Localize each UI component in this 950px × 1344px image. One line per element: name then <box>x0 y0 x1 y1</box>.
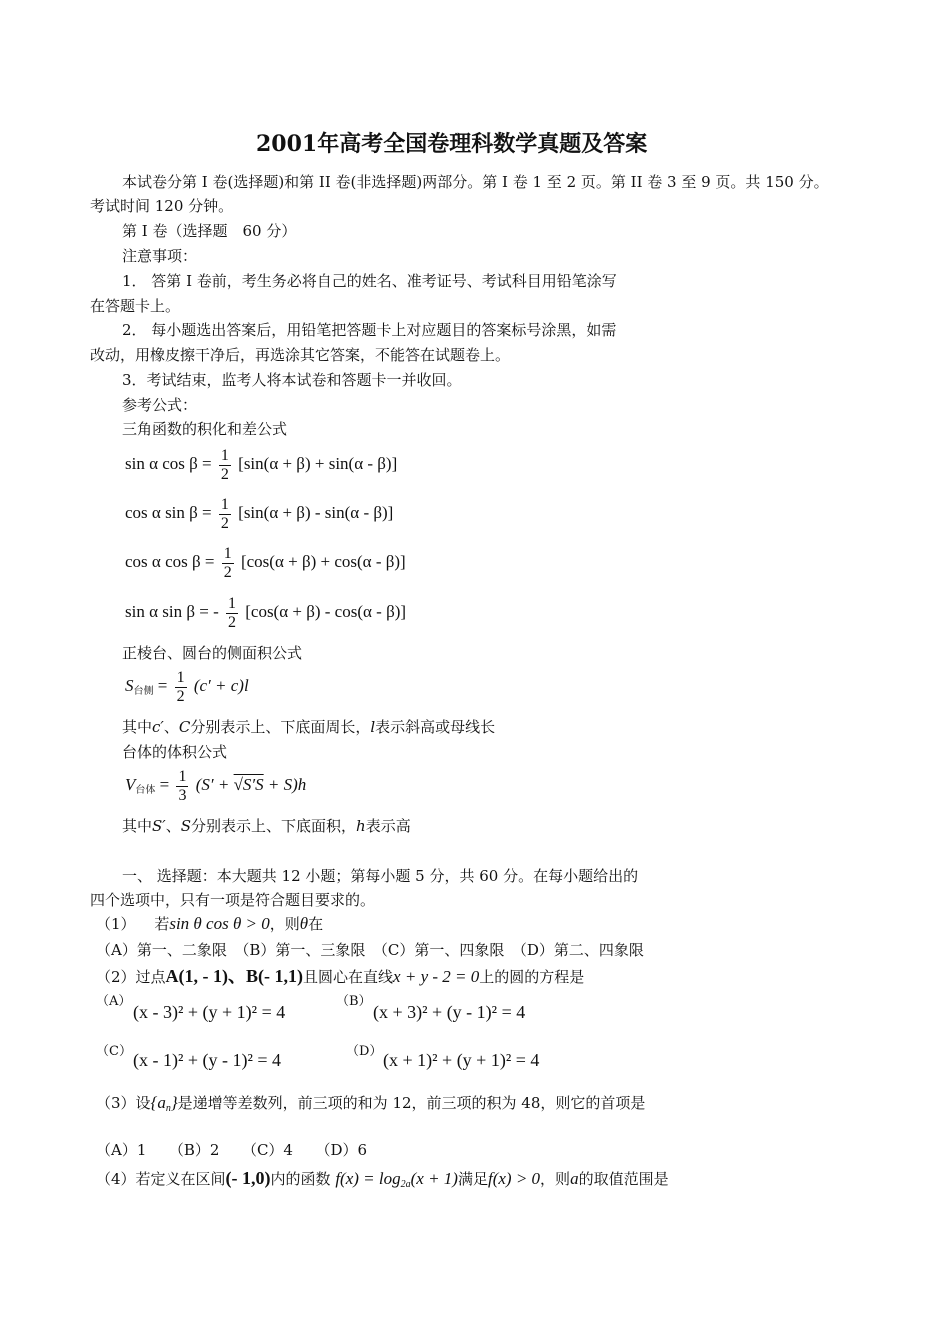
note-s-prime: S′ <box>152 817 166 835</box>
formula-1-fraction: $\frac{1}{2}$ <box>220 446 229 483</box>
formula-4-lhs: sin α sin β = - <box>125 602 219 621</box>
reference-heading: 参考公式： <box>122 396 198 414</box>
volume-sqrt: √S′S <box>233 775 264 794</box>
q1-number: （1） <box>96 915 136 933</box>
volume-formula <box>125 765 306 811</box>
volume-heading: 台体的体积公式 <box>122 743 228 761</box>
note-c-prime: c′ <box>152 718 164 736</box>
q2-option-c: (x - 1)² + (y - 1)² = 4 <box>133 1050 282 1070</box>
section-heading: 第 I 卷（选择题 60 分） <box>122 222 297 240</box>
q2-option-d: (x + 1)² + (y + 1)² = 4 <box>383 1050 540 1070</box>
note-sep: 、 <box>165 817 181 835</box>
formula-1 <box>125 444 397 484</box>
q4-text-a: （4）若定义在区间 <box>96 1170 226 1188</box>
q1-math: sin θ cos θ > 0 <box>169 914 270 933</box>
formula-2 <box>125 493 393 533</box>
notice-1-line-a: 1． 答第 I 卷前，考生务必将自己的姓名、准考证号、考试科目用铅笔涂写 <box>122 272 617 290</box>
formula-1-rhs: [sin(α + β) + sin(α - β)] <box>238 454 398 473</box>
q2-text-c: 上的圆的方程是 <box>479 968 585 986</box>
notice-2-line-a: 2． 每小题选出答案后，用铅笔把答题卡上对应题目的答案标号涂黑，如需 <box>122 321 617 339</box>
lateral-area-note <box>122 717 495 737</box>
frustum-heading: 正棱台、圆台的侧面积公式 <box>122 644 303 662</box>
note-h: h <box>356 817 366 835</box>
part1-line-a: 一、 选择题：本大题共 12 小题；第每小题 5 分，共 60 分。在每小题给出的 <box>122 867 639 885</box>
q2-text-b: 且圆心在直线 <box>303 968 394 986</box>
lateral-area-fraction: $\frac{1}{2}$ <box>176 668 185 705</box>
trig-heading: 三角函数的积化和差公式 <box>122 420 288 438</box>
question-3 <box>96 1093 645 1119</box>
q4-condition: f(x) > 0 <box>487 1169 541 1188</box>
s-symbol: S <box>125 676 134 695</box>
q1-text-a: 若 <box>154 915 170 933</box>
q2-b-label: （B） <box>336 994 372 1009</box>
part1-line-b: 四个选项中，只有一项是符合题目要求的。 <box>90 891 376 909</box>
formula-2-lhs: cos α sin β = <box>125 503 212 522</box>
q1-theta: θ <box>299 914 309 933</box>
s-subscript: 台侧 <box>133 686 154 697</box>
q2-option-a: (x - 3)² + (y + 1)² = 4 <box>133 1002 286 1022</box>
note-mid: 分别表示上、下底面周长， <box>190 718 371 736</box>
question-2 <box>96 964 584 988</box>
formula-3-rhs: [cos(α + β) + cos(α - β)] <box>240 552 406 571</box>
v-subscript: 台体 <box>135 785 156 796</box>
formula-3 <box>125 542 406 582</box>
formula-4-fraction: $\frac{1}{2}$ <box>227 594 236 631</box>
question-1 <box>96 914 323 934</box>
formula-3-lhs: cos α cos β = <box>125 552 215 571</box>
q3-text-b: 是递增等差数列，前三项的和为 12，前三项的积为 48，则它的首项是 <box>177 1094 646 1112</box>
q4-text-e: 的取值范围是 <box>578 1170 669 1188</box>
q2-line: x + y - 2 = 0 <box>393 967 480 986</box>
lateral-area-formula <box>125 666 249 712</box>
q2-a-label: （A） <box>96 994 132 1009</box>
q2-d-label: （D） <box>346 1044 383 1059</box>
formula-1-lhs: sin α cos β = <box>125 454 212 473</box>
notice-heading: 注意事项： <box>122 247 198 265</box>
volume-note <box>122 816 411 836</box>
q1-text-b: ，则 <box>269 915 300 933</box>
formula-2-rhs: [sin(α + β) - sin(α - β)] <box>238 503 394 522</box>
q3-options: （A）1 （B）2 （C）4 （D）6 <box>96 1141 368 1159</box>
note-sep: 、 <box>163 718 179 736</box>
q4-interval: (- 1,0) <box>225 1168 271 1188</box>
q4-a: a <box>570 1169 579 1188</box>
formula-4 <box>125 592 406 632</box>
equals-sign: = <box>159 775 170 794</box>
note-end: 表示斜高或母线长 <box>375 718 496 736</box>
q2-text-a: （2）过点 <box>96 968 166 986</box>
note-mid: 分别表示上、下底面积， <box>191 817 357 835</box>
formula-4-rhs: [cos(α + β) - cos(α - β)] <box>245 602 407 621</box>
formula-3-fraction: $\frac{1}{2}$ <box>223 544 232 581</box>
note-prefix: 其中 <box>122 817 153 835</box>
q1-text-c: 在 <box>308 915 324 933</box>
q2-option-b: (x + 3)² + (y - 1)² = 4 <box>373 1002 526 1022</box>
q4-text-c: 满足 <box>457 1170 488 1188</box>
q4-text-d: ，则 <box>540 1170 571 1188</box>
note-l: l <box>370 718 376 736</box>
page-title: 2001年高考全国卷理科数学真题及答案 <box>256 131 648 157</box>
question-4 <box>96 1165 669 1199</box>
lateral-area-rhs: (c′ + c)l <box>193 676 249 695</box>
q4-text-b: 内的函数 <box>270 1170 331 1188</box>
intro-line-2: 考试时间 120 分钟。 <box>90 197 234 215</box>
note-s: S <box>180 817 191 835</box>
notice-2-line-b: 改动，用橡皮擦干净后，再选涂其它答案，不能答在试题卷上。 <box>90 346 511 364</box>
notice-1-line-b: 在答题卡上。 <box>90 297 181 315</box>
intro-line-1: 本试卷分第 I 卷(选择题)和第 II 卷(非选择题)两部分。第 I 卷 1 至 2 页。第 II 卷 3 至 9 页。共 150 分。 <box>122 173 829 191</box>
notice-3: 3．考试结束，监考人将本试卷和答题卡一并收回。 <box>122 371 462 389</box>
volume-rhs-b: + S)h <box>267 775 307 794</box>
v-symbol: V <box>125 775 136 794</box>
formula-2-fraction: $\frac{1}{2}$ <box>220 495 229 532</box>
note-end: 表示高 <box>365 817 411 835</box>
note-c: C <box>178 718 191 736</box>
q4-function: $f(x) = \log_{2a}(x + 1)$ <box>335 1169 458 1190</box>
volume-rhs-a: (S′ + <box>195 775 230 794</box>
volume-fraction: $\frac{1}{3}$ <box>178 767 187 804</box>
q2-points: A(1, - 1)、B(- 1,1) <box>165 966 304 986</box>
q2-c-label: （C） <box>96 1044 132 1059</box>
q3-text-a: （3）设 <box>96 1094 151 1112</box>
equals-sign: = <box>157 676 168 695</box>
q1-options: （A）第一、二象限 （B）第一、三象限 （C）第一、四象限 （D）第二、四象限 <box>96 941 644 959</box>
q3-sequence: $\{a_n\}$ <box>150 1093 178 1114</box>
note-prefix: 其中 <box>122 718 153 736</box>
